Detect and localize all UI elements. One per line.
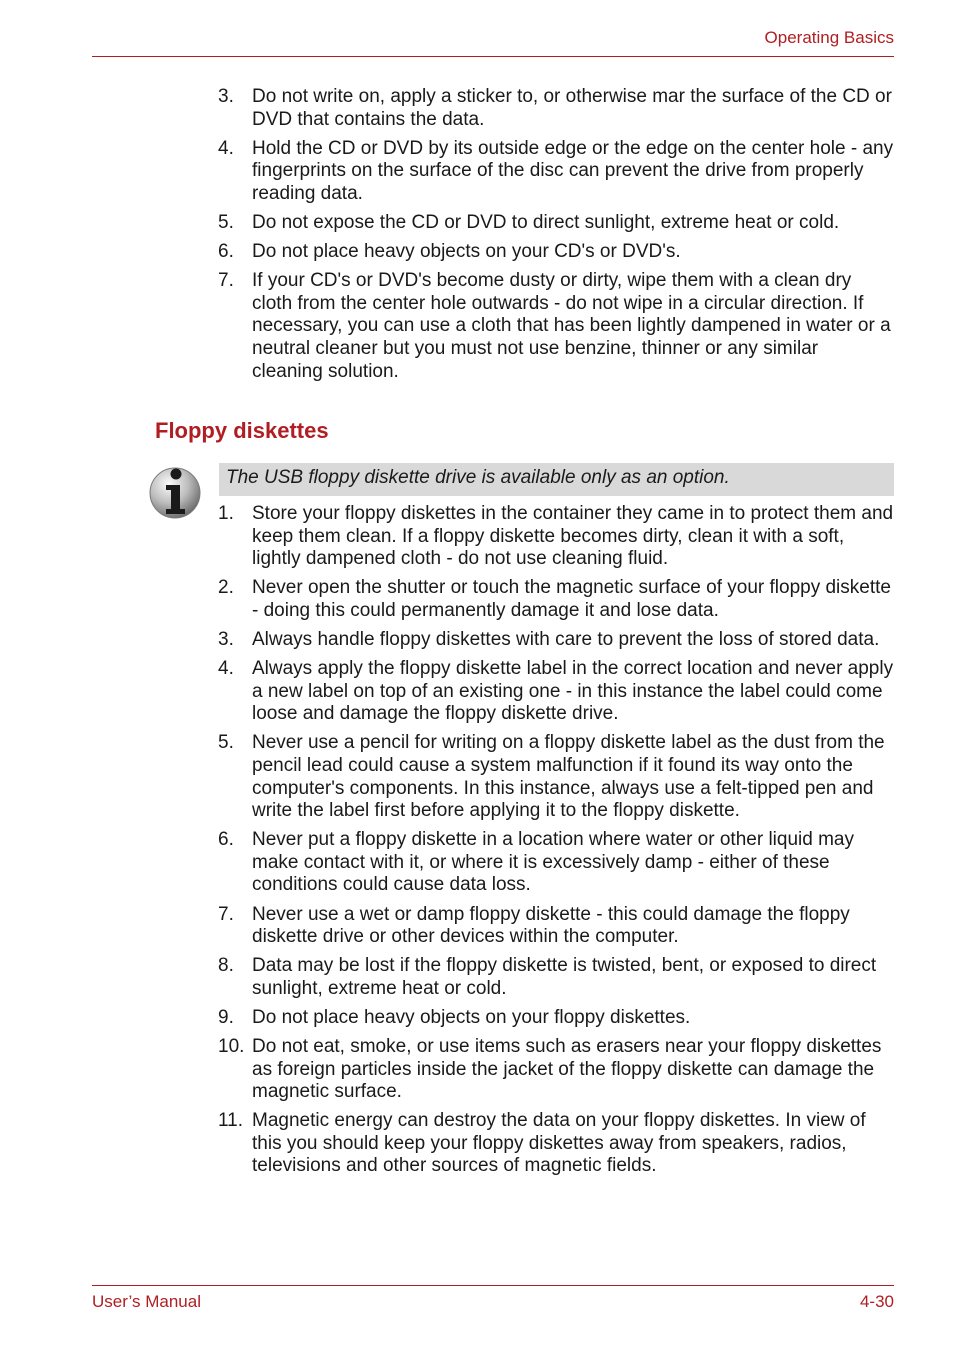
list-item — [218, 732, 894, 822]
list-item-text: Do not place heavy objects on your CD's or DVD's. — [252, 241, 681, 263]
list-item-number: 1. — [218, 503, 234, 524]
list-item-number: 9. — [218, 1006, 234, 1028]
list-item — [218, 1110, 894, 1178]
list-item-number: 7. — [218, 903, 234, 925]
list-item-text: Do not write on, apply a sticker to, or otherwise mar the surface of the CD or DVD that contains the data. — [252, 86, 892, 130]
list-item-text: Do not eat, smoke, or use items such as erasers near your floppy diskettes as foreign particles inside the jacket of the floppy diskette can damage the magnetic surface. — [252, 1035, 882, 1103]
list-item — [218, 503, 894, 571]
list-item — [218, 138, 894, 206]
note-box: The USB floppy diskette drive is available only as an option. — [219, 463, 894, 496]
list-item-number: 2. — [218, 577, 234, 599]
list-item-number: 5. — [218, 732, 234, 754]
list-item — [218, 212, 894, 235]
list-item — [218, 1036, 894, 1104]
list-item — [218, 904, 894, 949]
list-item-text: Never open the shutter or touch the magnetic surface of your floppy diskette - doing this could permanently damage it and lose data. — [252, 577, 891, 621]
list-item-number: 6. — [218, 241, 234, 263]
list-item-number: 3. — [218, 86, 234, 107]
list-item-text: If your CD's or DVD's become dusty or dirty, wipe them with a clean dry cloth from the center hole outwards - do not wipe in a circular direction. If necessary, you can use a cloth that has been lightly dampened in water or a neutral cleaner but you must not use benzine, thinner or any similar cleaning solution. — [252, 270, 891, 382]
list-item — [218, 270, 894, 383]
list-item-text: Magnetic energy can destroy the data on your floppy diskettes. In view of this you should keep your floppy diskettes away from speakers, radios, televisions and other sources of magnetic fields. — [252, 1110, 866, 1177]
header-rule — [92, 56, 894, 57]
list-item-number: 8. — [218, 955, 234, 977]
list-item-number: 4. — [218, 658, 234, 680]
list-item-text: Do not place heavy objects on your floppy diskettes. — [252, 1006, 691, 1028]
footer-rule — [92, 1285, 894, 1286]
list-item-number: 4. — [218, 137, 234, 159]
list-item — [218, 86, 894, 131]
list-item — [218, 241, 894, 264]
list-item-text: Never use a pencil for writing on a floppy diskette label as the dust from the pencil lead could cause a system malfunction if it found its way onto the computer's components. In this instance, always use a felt-tipped pen and write the label first before applying it to the floppy diskette. — [252, 732, 885, 822]
list-item — [218, 1007, 894, 1030]
list-item-number: 10. — [218, 1035, 245, 1057]
running-header: Operating Basics — [764, 28, 894, 47]
list-item-text: Always handle floppy diskettes with care to prevent the loss of stored data. — [252, 628, 880, 650]
list-item-text: Do not expose the CD or DVD to direct sunlight, extreme heat or cold. — [252, 211, 840, 233]
footer-manual-title: User’s Manual — [92, 1292, 201, 1311]
list-item-text: Never use a wet or damp floppy diskette - this could damage the floppy diskette drive or other devices within the computer. — [252, 903, 850, 948]
list-item-text: Data may be lost if the floppy diskette is twisted, bent, or exposed to direct sunlight, extreme heat or cold. — [252, 955, 877, 999]
list-item — [218, 577, 894, 622]
list-item — [218, 629, 894, 652]
list-item-number: 7. — [218, 270, 234, 292]
page-number: 4-30 — [859, 1292, 894, 1311]
list-item-number: 3. — [218, 628, 234, 650]
list-item-number: 11. — [218, 1110, 244, 1132]
list-item-number: 6. — [218, 829, 234, 851]
cd-care-list — [218, 86, 894, 390]
list-item — [218, 829, 894, 897]
list-item — [218, 658, 894, 726]
list-item-text: Never put a floppy diskette in a location where water or other liquid may make contact with it, or where it is excessively damp - either of these conditions could cause data loss. — [252, 829, 854, 896]
section-heading-floppy: Floppy diskettes — [155, 418, 329, 443]
list-item-text: Hold the CD or DVD by its outside edge or the edge on the center hole - any fingerprints on the surface of the disc can prevent the drive from properly reading data. — [252, 137, 894, 204]
floppy-care-list — [218, 503, 894, 1185]
list-item-number: 5. — [218, 211, 234, 233]
list-item — [218, 955, 894, 1000]
list-item-text: Store your floppy diskettes in the container they came in to protect them and keep them clean. If a floppy diskette becomes dirty, clean it with a soft, lightly dampened cloth - do not use cleaning fluid. — [252, 503, 894, 570]
info-icon — [148, 464, 202, 520]
list-item-text: Always apply the floppy diskette label in the correct location and never apply a new label on top of an existing one - in this instance the label could come loose and damage the floppy diskette drive. — [252, 658, 894, 725]
